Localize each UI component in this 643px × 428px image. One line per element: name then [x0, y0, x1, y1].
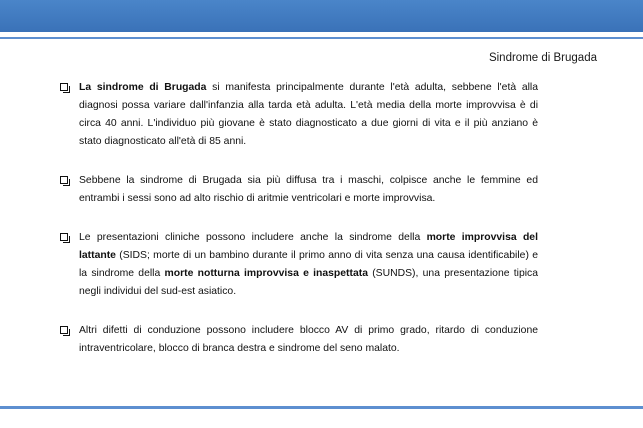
bullet-text: Le presentazioni cliniche possono includere anche la sindrome della [79, 232, 427, 243]
checkbox-square-icon [60, 326, 68, 334]
checkbox-square-icon [60, 176, 68, 184]
bullet-item-sex [60, 172, 538, 208]
bullet-text: (SUNDS), una presentazione tipica negli individui del sud-est asiatico. [79, 268, 539, 297]
header-bar [0, 0, 643, 32]
footer-divider [0, 406, 643, 409]
checkbox-square-icon [60, 83, 68, 91]
bullet-item-conduction [60, 322, 538, 358]
bullet-text: Altri difetti di conduzione possono includere blocco AV di primo grado, ritardo di conduzione intraventricolare, blocco di branca destra e sindrome del seno malato. [79, 325, 538, 354]
bullet-item-onset [60, 79, 538, 151]
bullet-bold-sunds: morte notturna improvvisa e inaspettata [164, 268, 368, 279]
checkbox-square-icon [60, 233, 68, 241]
header-divider [0, 37, 643, 39]
slide-title: Sindrome di Brugada [488, 52, 597, 64]
bullet-item-presentations [60, 229, 538, 301]
bullet-bold-lead: La sindrome di Brugada [79, 82, 207, 93]
bullet-bold-sids: morte improvvisa del lattante [79, 232, 538, 261]
bullet-text: (SIDS; morte di un bambino durante il primo anno di vita senza una causa identificabile) e la sindrome della [79, 250, 538, 279]
bullet-list [60, 79, 538, 358]
bullet-text: si manifesta principalmente durante l'età adulta, sebbene l'età alla diagnosi possa variare dall'infanzia alla tarda età adulta. L'età media della morte improvvisa è di circa 40 anni. L'individuo più giovane è stato diagnosticato a due giorni di vita e il più anziano è stato diagnosticato all'età di 85 anni. [79, 82, 538, 147]
bullet-text: Sebbene la sindrome di Brugada sia più diffusa tra i maschi, colpisce anche le femmine ed entrambi i sessi sono ad alto rischio di aritmie ventricolari e morte improvvisa. [79, 175, 538, 204]
